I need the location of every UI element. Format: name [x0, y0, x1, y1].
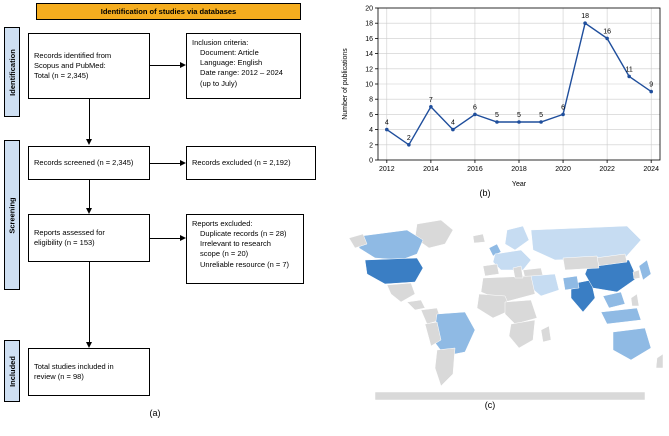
- connector-records-to-criteria: [150, 65, 180, 66]
- y-tick-2: 2: [369, 142, 373, 150]
- inclusion-criteria-item-1: Document: Article: [200, 48, 259, 58]
- series-point-2012: [385, 128, 389, 132]
- connector-screened-to-excluded: [150, 163, 180, 164]
- series-point-2017: [495, 120, 499, 124]
- reports-excluded-item-2: Irrelevant to research: [200, 239, 271, 249]
- stage-included: [4, 340, 20, 402]
- map-region-italy: [513, 266, 523, 278]
- box-inclusion-criteria: [186, 33, 301, 99]
- point-label-2018: 5: [517, 112, 521, 119]
- point-label-2024: 9: [649, 81, 654, 89]
- caption-b: (b): [479, 188, 491, 198]
- y-tick-18: 18: [365, 20, 373, 28]
- publications-line-chart: [330, 0, 669, 205]
- reports-excluded-title: Reports excluded:: [192, 219, 253, 228]
- records-screened-text: Records screened (n = 2,345): [34, 157, 134, 167]
- prisma-header: Identification of studies via databases: [36, 3, 301, 20]
- stage-identification: [4, 27, 20, 117]
- map-svg: [345, 210, 665, 400]
- x-tick-2020: 2020: [555, 166, 571, 173]
- stage-identification-label: Identification: [7, 48, 17, 96]
- records-identified-line-1: Records identified from: [34, 50, 112, 60]
- series-point-2013: [407, 143, 411, 147]
- y-tick-20: 20: [365, 5, 373, 13]
- y-tick-12: 12: [365, 66, 373, 74]
- series-point-2020: [561, 113, 565, 117]
- reports-excluded-item-1: Duplicate records (n = 28): [200, 229, 287, 239]
- y-tick-14: 14: [365, 51, 373, 59]
- connector-reports-to-included: [89, 262, 90, 342]
- connector-screened-to-reports: [89, 180, 90, 208]
- point-label-2020: 6: [561, 104, 566, 112]
- stage-screening-label: Screening: [7, 196, 17, 234]
- x-tick-2018: 2018: [511, 166, 527, 173]
- reports-assessed-line-1: Reports assessed for: [34, 227, 105, 237]
- series-point-2018: [517, 120, 521, 124]
- caption-a: (a): [149, 408, 161, 418]
- map-region-kazakh: [563, 256, 599, 270]
- box-records-excluded: [186, 146, 316, 180]
- chart-y-axis-label: Number of publications: [342, 48, 349, 120]
- map-region-spain: [483, 264, 499, 276]
- x-tick-2012: 2012: [379, 166, 395, 173]
- chart-axes: [375, 8, 660, 163]
- point-label-2021: 18: [581, 13, 589, 21]
- y-tick-6: 6: [369, 111, 373, 119]
- reports-excluded-item-3: scope (n = 20): [200, 249, 249, 259]
- series-point-2015: [451, 128, 455, 132]
- chart-svg: [330, 0, 669, 205]
- total-included-line-1: Total studies included in: [34, 361, 114, 371]
- chart-x-axis-label: Year: [511, 181, 527, 188]
- box-records-screened: [28, 146, 150, 180]
- point-label-2019: 5: [539, 112, 543, 119]
- caption-c: (c): [484, 400, 496, 410]
- x-tick-2016: 2016: [467, 166, 483, 173]
- y-tick-16: 16: [365, 35, 373, 43]
- point-label-2017: 5: [495, 112, 499, 119]
- world-choropleth-map: [345, 210, 665, 420]
- arrowhead-reports-to-excluded: [180, 235, 186, 241]
- records-excluded-text: Records excluded (n = 2,192): [192, 157, 291, 167]
- y-tick-8: 8: [369, 96, 373, 104]
- point-label-2012: 4: [384, 119, 389, 127]
- series-point-2021: [583, 21, 587, 25]
- chart-gridlines: [378, 8, 660, 160]
- stage-screening: [4, 140, 20, 290]
- connector-reports-to-excluded: [150, 238, 180, 239]
- prisma-flow-diagram: [0, 0, 330, 436]
- arrowhead-screened-to-excluded: [180, 160, 186, 166]
- y-tick-4: 4: [369, 127, 373, 135]
- series-point-2022: [605, 37, 609, 41]
- total-included-line-2: review (n = 98): [34, 372, 84, 381]
- inclusion-criteria-item-2: Language: English: [200, 58, 263, 68]
- point-label-2022: 16: [603, 28, 612, 36]
- series-point-2014: [429, 105, 433, 109]
- series-point-2024: [649, 90, 653, 94]
- box-records-identified: [28, 33, 150, 99]
- inclusion-criteria-item-4: (up to July): [200, 78, 238, 88]
- point-label-2016: 6: [472, 104, 477, 112]
- records-identified-line-3: Total (n = 2,345): [34, 71, 89, 81]
- box-reports-excluded: [186, 214, 304, 284]
- point-label-2023: 11: [625, 66, 633, 74]
- series-point-2016: [473, 113, 477, 117]
- connector-records-to-screened: [89, 99, 90, 139]
- x-tick-2014: 2014: [423, 166, 439, 173]
- x-tick-2024: 2024: [643, 166, 659, 173]
- arrowhead-reports-to-included: [86, 342, 92, 348]
- arrowhead-screened-to-reports: [86, 208, 92, 214]
- point-label-2014: 7: [428, 96, 433, 104]
- series-point-2019: [539, 120, 543, 124]
- series-point-2023: [627, 75, 631, 79]
- point-label-2015: 4: [450, 119, 455, 127]
- map-region-pakistan: [563, 276, 579, 290]
- box-reports-assessed: [28, 214, 150, 262]
- arrowhead-records-to-criteria: [180, 62, 186, 68]
- map-region-antarctica-edge: [375, 392, 645, 400]
- reports-assessed-line-2: eligibility (n = 153): [34, 238, 95, 247]
- box-total-included: [28, 348, 150, 396]
- reports-excluded-item-4: Unreliable resource (n = 7): [200, 259, 290, 269]
- inclusion-criteria-title: Inclusion criteria:: [192, 38, 249, 47]
- y-tick-0: 0: [369, 157, 373, 165]
- chart-tick-labels: [365, 6, 659, 174]
- y-tick-10: 10: [365, 81, 373, 89]
- records-identified-line-2: Scopus and PubMed:: [34, 60, 106, 70]
- inclusion-criteria-item-3: Date range: 2012 – 2024: [200, 68, 283, 78]
- x-tick-2022: 2022: [599, 166, 615, 173]
- arrowhead-records-to-screened: [86, 139, 92, 145]
- point-label-2013: 2: [406, 134, 411, 142]
- stage-included-label: Included: [7, 355, 17, 387]
